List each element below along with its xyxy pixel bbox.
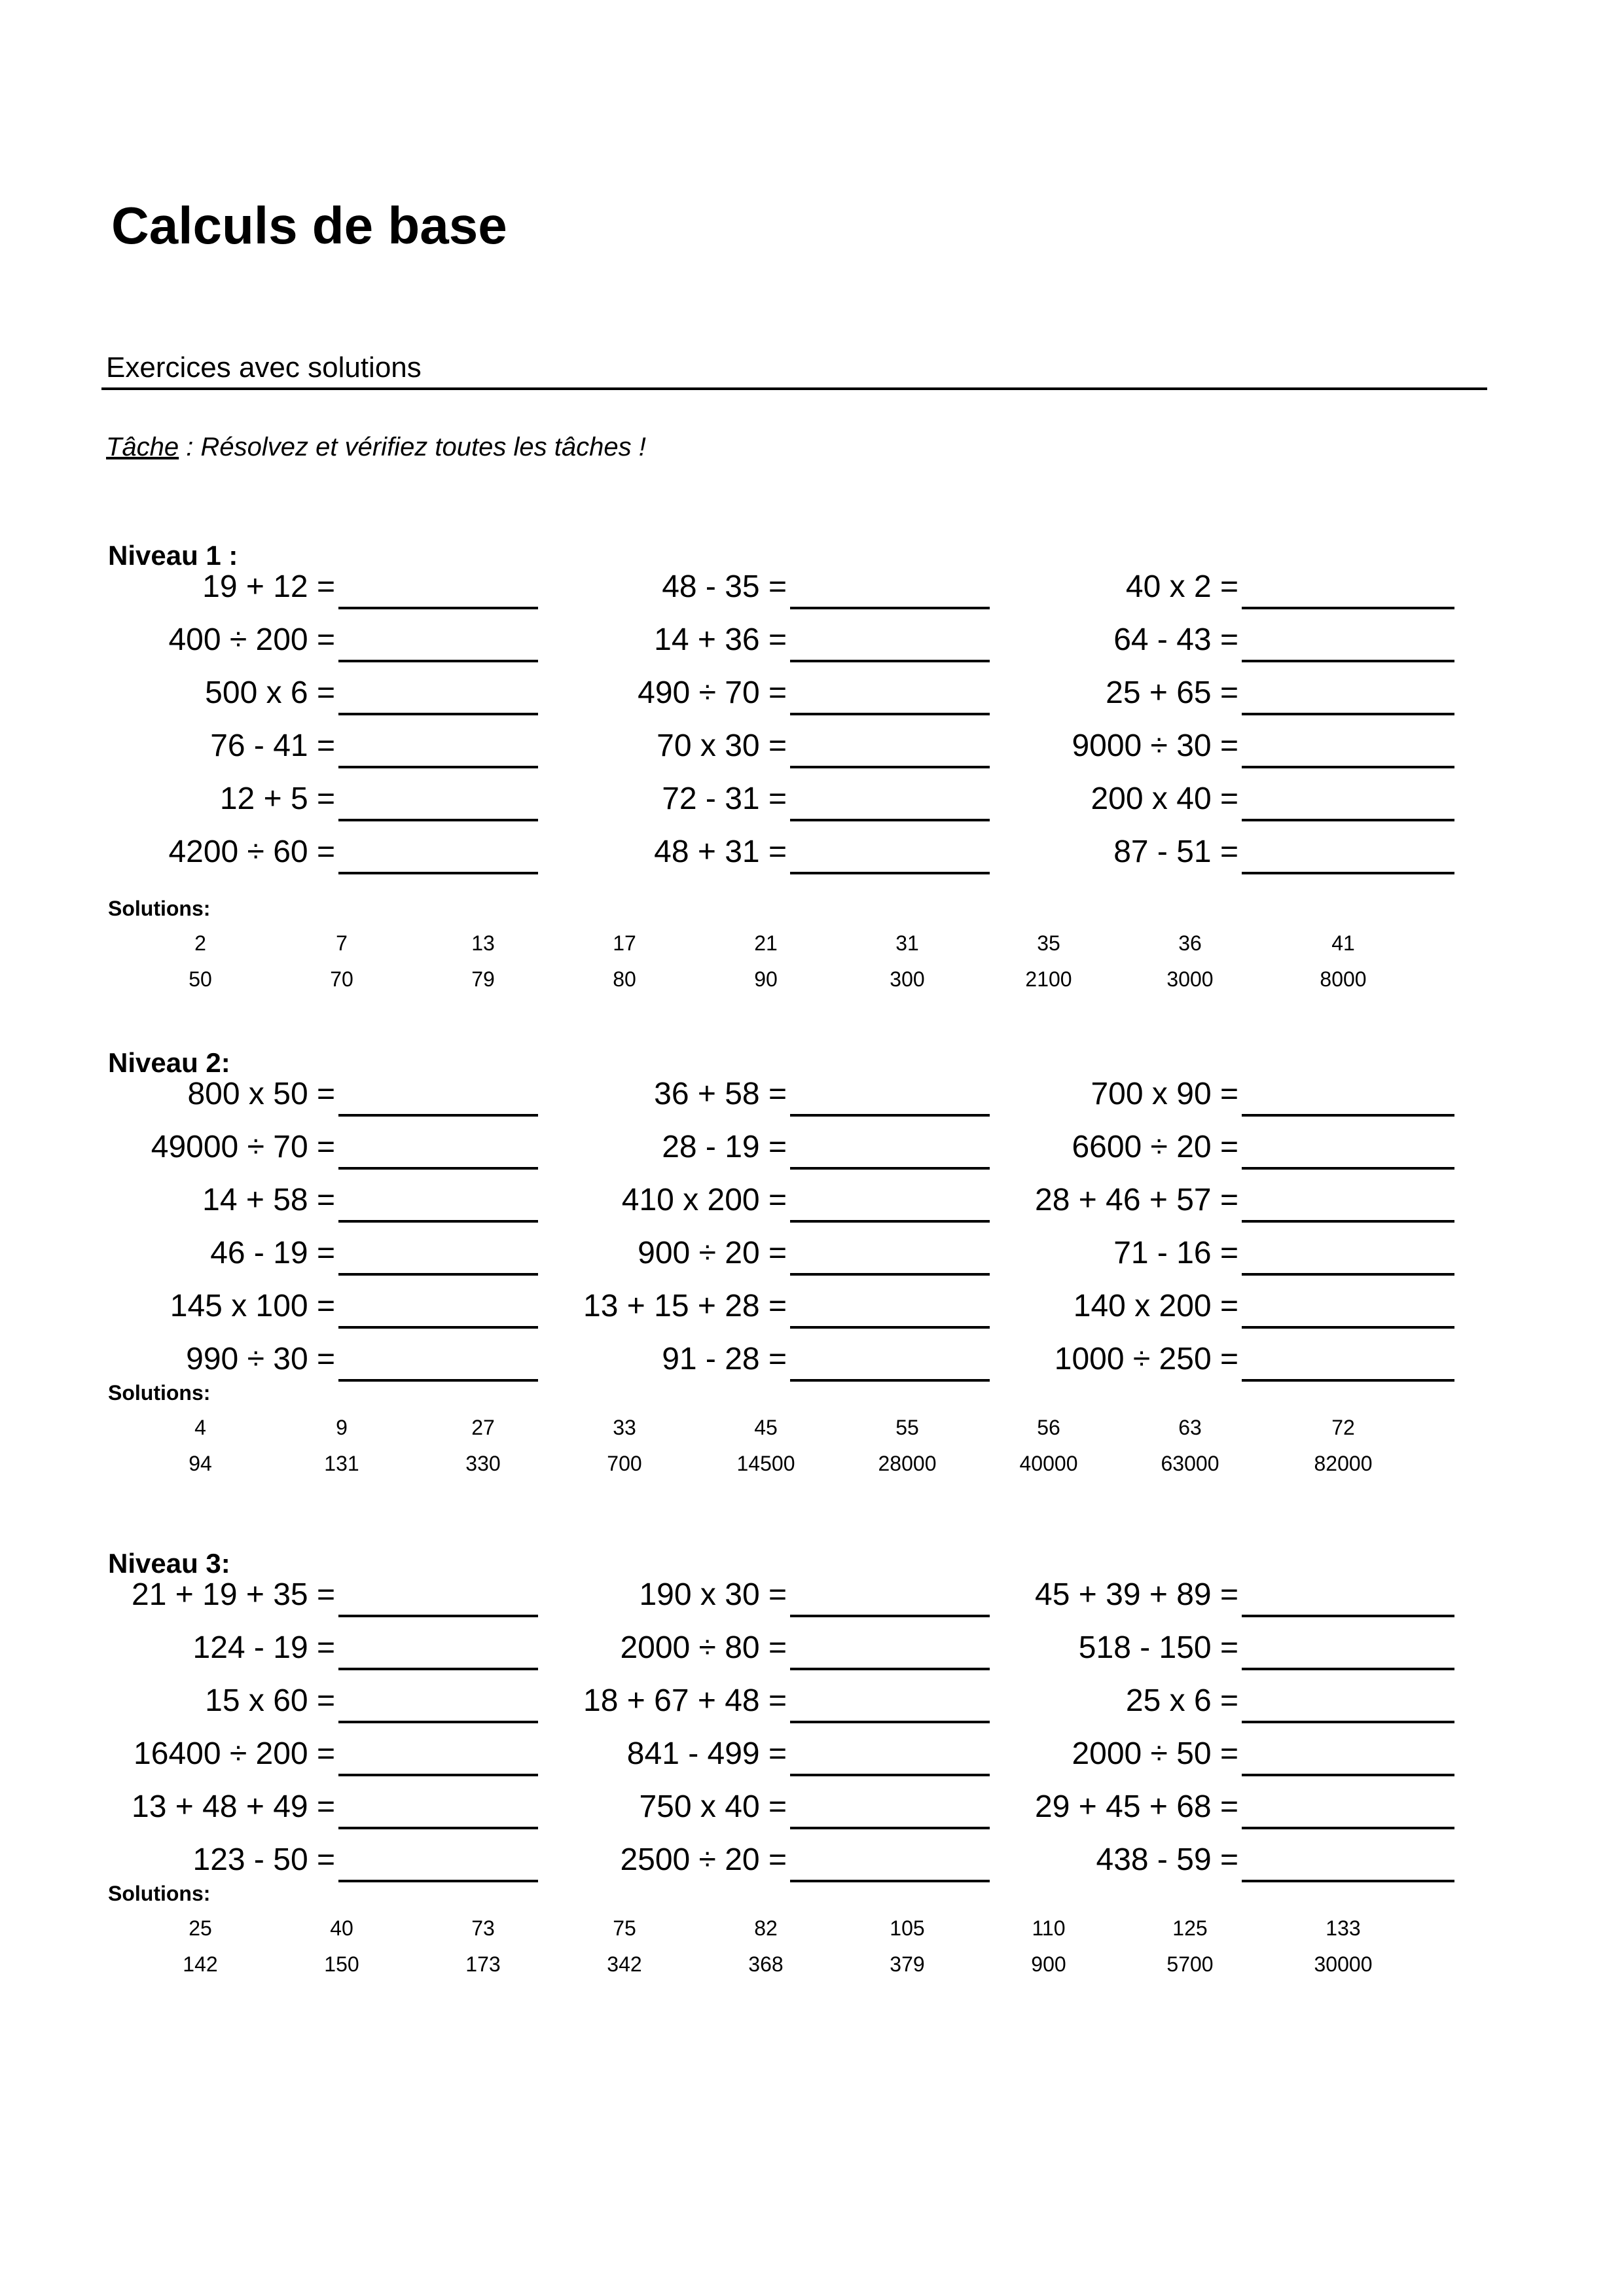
problem-expression: 12 + 5 = [219, 781, 335, 816]
problem-row [0, 1684, 1624, 1723]
solution-value: 30000 [1314, 1952, 1373, 1976]
solution-value: 900 [1031, 1952, 1066, 1976]
problem [0, 1236, 1454, 1276]
problem-expression: 123 - 50 = [192, 1842, 335, 1877]
problem-expression: 48 - 35 = [662, 569, 787, 604]
solution-value: 90 [754, 967, 778, 991]
problem-row [0, 570, 1624, 609]
solution-value: 33 [613, 1416, 636, 1439]
problem-expression: 72 - 31 = [662, 781, 787, 816]
answer-blank[interactable] [1242, 1379, 1454, 1382]
problem-row [0, 1737, 1624, 1776]
problem-expression: 400 ÷ 200 = [168, 622, 335, 657]
answer-blank[interactable] [1242, 1114, 1454, 1117]
solution-value: 63000 [1161, 1452, 1219, 1475]
problem-expression: 28 + 46 + 57 = [1035, 1183, 1238, 1217]
answer-blank[interactable] [1242, 1774, 1454, 1776]
problem-expression: 36 + 58 = [654, 1077, 787, 1111]
problem-row [0, 1236, 1624, 1276]
problem-row [0, 1578, 1624, 1617]
problem [0, 1737, 1454, 1776]
problem-row [0, 1077, 1624, 1117]
solution-value: 50 [189, 967, 212, 991]
problem [0, 1790, 1454, 1829]
solution-value: 5700 [1166, 1952, 1214, 1976]
solution-value: 110 [1032, 1916, 1066, 1940]
problem [0, 729, 1454, 768]
problem-row [0, 835, 1624, 874]
problem-expression: 200 x 40 = [1091, 781, 1238, 816]
solution-value: 2 [194, 931, 206, 955]
answer-blank[interactable] [1242, 713, 1454, 715]
problem-expression: 71 - 16 = [1113, 1236, 1238, 1270]
solution-value: 55 [895, 1416, 919, 1439]
problem-expression: 70 x 30 = [657, 728, 787, 763]
problem-expression: 4200 ÷ 60 = [168, 834, 335, 869]
solution-value: 133 [1326, 1916, 1361, 1940]
solution-value: 41 [1331, 931, 1355, 955]
subtitle-divider [101, 387, 1487, 390]
problem-expression: 1000 ÷ 250 = [1054, 1342, 1238, 1376]
answer-blank[interactable] [1242, 1615, 1454, 1617]
problem-row [0, 1843, 1624, 1882]
solution-value: 35 [1037, 931, 1060, 955]
solution-value: 72 [1331, 1416, 1355, 1439]
task-label: Tâche [106, 433, 179, 461]
solution-value: 31 [895, 931, 919, 955]
problem [0, 1183, 1454, 1223]
problem-expression: 64 - 43 = [1113, 622, 1238, 657]
solutions-row [0, 969, 1624, 995]
solution-value: 45 [754, 1416, 778, 1439]
problem-expression: 40 x 2 = [1125, 569, 1238, 604]
solution-value: 75 [613, 1916, 636, 1940]
problem-expression: 500 x 6 = [205, 675, 335, 710]
solution-value: 36 [1178, 931, 1202, 955]
solution-value: 368 [748, 1952, 784, 1976]
problem-expression: 2500 ÷ 20 = [620, 1842, 787, 1877]
solution-value: 3000 [1166, 967, 1214, 991]
answer-blank[interactable] [1242, 1220, 1454, 1223]
problem-expression: 49000 ÷ 70 = [151, 1130, 335, 1164]
solution-value: 173 [465, 1952, 501, 1976]
problem-expression: 190 x 30 = [639, 1577, 787, 1612]
answer-blank[interactable] [1242, 1273, 1454, 1276]
problem-expression: 990 ÷ 30 = [186, 1342, 335, 1376]
solution-value: 125 [1172, 1916, 1208, 1940]
level-heading: Niveau 1 : [108, 540, 238, 571]
problem-row [0, 1183, 1624, 1223]
problem-expression: 14 + 58 = [202, 1183, 335, 1217]
problem [0, 1631, 1454, 1670]
problem-expression: 25 x 6 = [1125, 1683, 1238, 1718]
problem-row [0, 623, 1624, 662]
solution-value: 8000 [1320, 967, 1367, 991]
solution-value: 28000 [878, 1452, 937, 1475]
solutions-row [0, 1918, 1624, 1944]
problem-expression: 750 x 40 = [639, 1789, 787, 1824]
problem-expression: 2000 ÷ 80 = [620, 1630, 787, 1665]
problem [0, 835, 1454, 874]
problem-expression: 76 - 41 = [210, 728, 335, 763]
solution-value: 27 [471, 1416, 495, 1439]
solutions-label: Solutions: [108, 1381, 211, 1405]
problem-row [0, 676, 1624, 715]
problem-expression: 14 + 36 = [654, 622, 787, 657]
solution-value: 80 [613, 967, 636, 991]
problem-row [0, 1289, 1624, 1329]
answer-blank[interactable] [1242, 819, 1454, 821]
problem [0, 1077, 1454, 1117]
answer-blank[interactable] [1242, 872, 1454, 874]
problem-row [0, 1631, 1624, 1670]
problem-expression: 16400 ÷ 200 = [134, 1736, 335, 1771]
solution-value: 13 [471, 931, 495, 955]
solution-value: 73 [471, 1916, 495, 1940]
problem [0, 676, 1454, 715]
solution-value: 70 [330, 967, 353, 991]
solution-value: 56 [1037, 1416, 1060, 1439]
problem-expression: 6600 ÷ 20 = [1072, 1130, 1238, 1164]
solution-value: 82000 [1314, 1452, 1373, 1475]
problem-expression: 490 ÷ 70 = [638, 675, 787, 710]
solutions-label: Solutions: [108, 1882, 211, 1905]
problem-expression: 700 x 90 = [1091, 1077, 1238, 1111]
problem-expression: 19 + 12 = [202, 569, 335, 604]
problem-expression: 518 - 150 = [1078, 1630, 1238, 1665]
solution-value: 379 [890, 1952, 925, 1976]
problem [0, 1342, 1454, 1382]
problem [0, 1684, 1454, 1723]
solution-value: 82 [754, 1916, 778, 1940]
solution-value: 342 [607, 1952, 642, 1976]
solution-value: 94 [189, 1452, 212, 1475]
solution-value: 14500 [736, 1452, 795, 1475]
problem-expression: 140 x 200 = [1073, 1289, 1238, 1323]
answer-blank[interactable] [1242, 607, 1454, 609]
problem-expression: 91 - 28 = [662, 1342, 787, 1376]
solution-value: 105 [890, 1916, 925, 1940]
problem-expression: 2000 ÷ 50 = [1072, 1736, 1238, 1771]
problem-row [0, 729, 1624, 768]
solution-value: 7 [336, 931, 348, 955]
answer-blank[interactable] [1242, 660, 1454, 662]
problem-expression: 841 - 499 = [626, 1736, 787, 1771]
problem-row [0, 1790, 1624, 1829]
problem-expression: 9000 ÷ 30 = [1072, 728, 1238, 763]
solution-value: 150 [324, 1952, 359, 1976]
solutions-row [0, 1417, 1624, 1443]
solution-value: 9 [336, 1416, 348, 1439]
problem [0, 1578, 1454, 1617]
task-text: : Résolvez et vérifiez toutes les tâches ! [179, 433, 646, 461]
problem-expression: 48 + 31 = [654, 834, 787, 869]
solution-value: 700 [607, 1452, 642, 1475]
problem-expression: 29 + 45 + 68 = [1035, 1789, 1238, 1824]
answer-blank[interactable] [1242, 1880, 1454, 1882]
problem-expression: 900 ÷ 20 = [638, 1236, 787, 1270]
problem [0, 782, 1454, 821]
problem [0, 1289, 1454, 1329]
problem-expression: 438 - 59 = [1096, 1842, 1238, 1877]
problem-expression: 145 x 100 = [170, 1289, 335, 1323]
task-instruction [106, 434, 646, 460]
problem [0, 623, 1454, 662]
problem-expression: 124 - 19 = [192, 1630, 335, 1665]
problem [0, 1130, 1454, 1170]
answer-blank[interactable] [1242, 766, 1454, 768]
problem-expression: 87 - 51 = [1113, 834, 1238, 869]
level-heading: Niveau 3: [108, 1548, 230, 1579]
answer-blank[interactable] [1242, 1721, 1454, 1723]
solution-value: 2100 [1025, 967, 1072, 991]
problem-row [0, 782, 1624, 821]
solution-value: 21 [754, 931, 778, 955]
solution-value: 300 [890, 967, 925, 991]
answer-blank[interactable] [1242, 1167, 1454, 1170]
problem-expression: 13 + 48 + 49 = [132, 1789, 335, 1824]
solutions-row [0, 1954, 1624, 1980]
solution-value: 142 [183, 1952, 218, 1976]
problem-row [0, 1342, 1624, 1382]
page-title: Calculs de base [111, 196, 507, 255]
solutions-row [0, 933, 1624, 959]
solution-value: 79 [471, 967, 495, 991]
solution-value: 40000 [1019, 1452, 1078, 1475]
problem-expression: 46 - 19 = [210, 1236, 335, 1270]
problem-row [0, 1130, 1624, 1170]
solution-value: 63 [1178, 1416, 1202, 1439]
answer-blank[interactable] [1242, 1668, 1454, 1670]
solution-value: 25 [189, 1916, 212, 1940]
problem-expression: 45 + 39 + 89 = [1035, 1577, 1238, 1612]
level-heading: Niveau 2: [108, 1047, 230, 1078]
problem [0, 1843, 1454, 1882]
problem-expression: 800 x 50 = [187, 1077, 335, 1111]
problem-expression: 410 x 200 = [621, 1183, 787, 1217]
solution-value: 330 [465, 1452, 501, 1475]
problem-expression: 25 + 65 = [1106, 675, 1238, 710]
problem-expression: 13 + 15 + 28 = [583, 1289, 787, 1323]
problem-expression: 21 + 19 + 35 = [132, 1577, 335, 1612]
problem-expression: 15 x 60 = [205, 1683, 335, 1718]
problem-expression: 18 + 67 + 48 = [583, 1683, 787, 1718]
solution-value: 4 [194, 1416, 206, 1439]
answer-blank[interactable] [1242, 1827, 1454, 1829]
solutions-row [0, 1453, 1624, 1479]
problem [0, 570, 1454, 609]
solution-value: 17 [613, 931, 636, 955]
solution-value: 40 [330, 1916, 353, 1940]
subtitle: Exercices avec solutions [106, 351, 422, 384]
solutions-label: Solutions: [108, 897, 211, 920]
problem-expression: 28 - 19 = [662, 1130, 787, 1164]
answer-blank[interactable] [1242, 1326, 1454, 1329]
solution-value: 131 [324, 1452, 359, 1475]
